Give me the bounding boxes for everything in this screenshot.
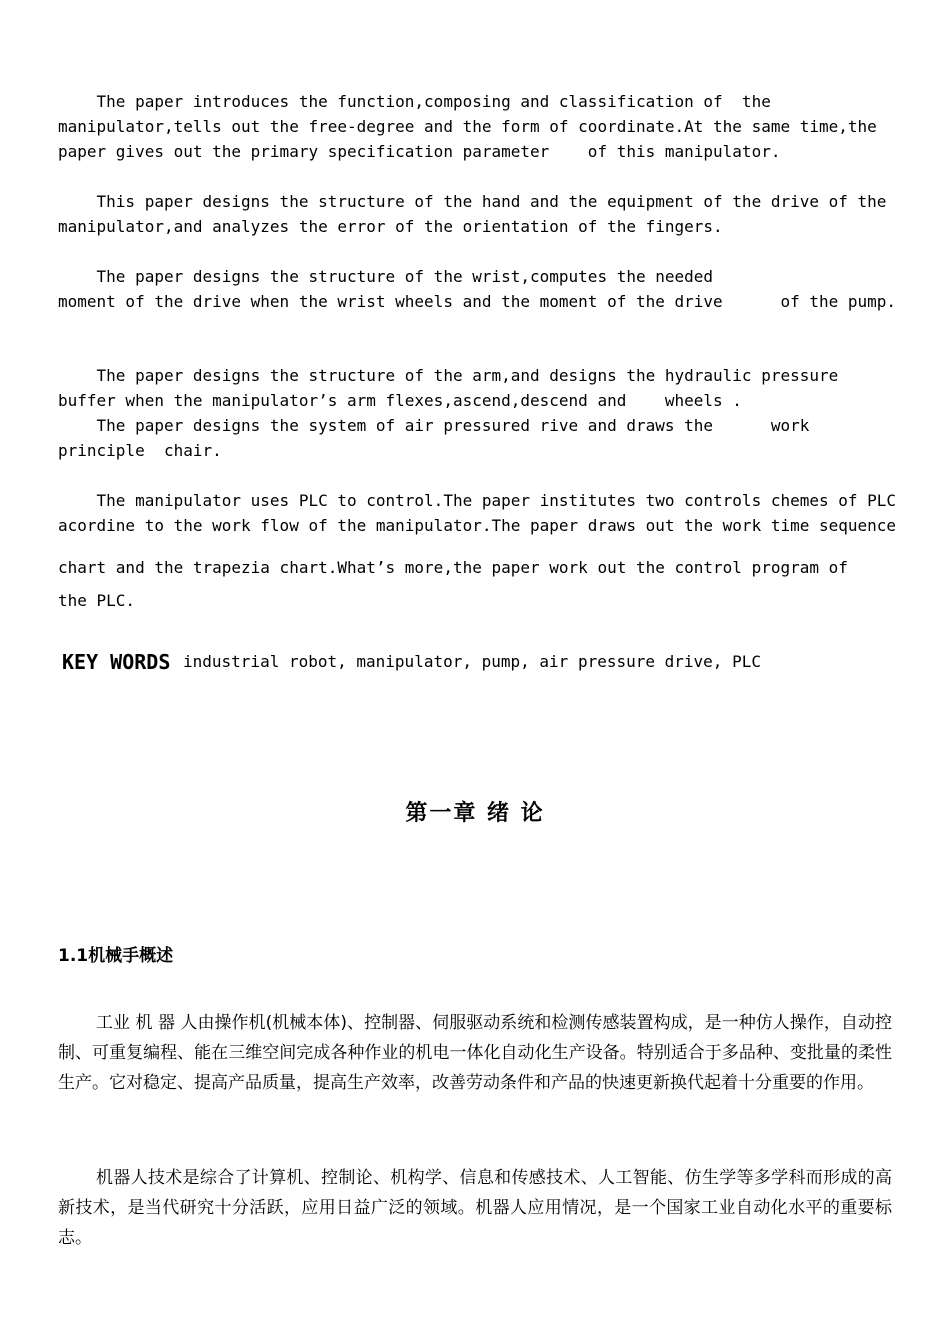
abstract-line: The paper designs the system of air pressured rive and draws the work (58, 416, 810, 435)
abstract-line: moment of the drive when the wrist wheels and the moment of the drive of the pump. (58, 292, 897, 311)
abstract-line: The manipulator uses PLC to control.The paper institutes two controls chemes of PLC (58, 491, 897, 510)
abstract-line: The paper designs the structure of the wrist,computes the needed (58, 267, 714, 286)
keywords-label: KEY WORDS (62, 650, 171, 674)
abstract-line: This paper designs the structure of the hand and the equipment of the drive of the (58, 192, 887, 211)
abstract-line: acordine to the work flow of the manipulator.The paper draws out the work time sequence (58, 516, 897, 535)
keywords-text: industrial robot, manipulator, pump, air pressure drive, PLC (183, 652, 761, 671)
body-paragraph-1: 工业 机 器 人由操作机(机械本体)、控制器、伺服驱动系统和检测传感装置构成，是一种仿人操作，自动控制、可重复编程、能在三维空间完成各种作业的机电一体化自动化生产设备。特别适合于多品种、变批量的柔性生产。它对稳定、提高产品质量，提高生产效率，改善劳动条件和产品的快速更新换代起着十分重要的作用。 (58, 1013, 892, 1093)
abstract-line: chart and the trapezia chart.What’s more,the paper work out the control program of (58, 558, 848, 577)
chapter-title: 第一章 绪 论 (405, 801, 545, 826)
abstract-line: principle chair. (58, 441, 222, 460)
abstract-line: manipulator,tells out the free-degree and the form of coordinate.At the same time,the (58, 117, 877, 136)
body-paragraph-2: 机器人技术是综合了计算机、控制论、机构学、信息和传感技术、人工智能、仿生学等多学科而形成的高新技术，是当代研究十分活跃，应用日益广泛的领域。机器人应用情况，是一个国家工业自动化水平的重要标志。 (58, 1168, 892, 1248)
abstract-line: the PLC. (58, 591, 136, 610)
abstract-line: buffer when the manipulator’s arm flexes,ascend,descend and wheels . (58, 391, 742, 410)
abstract-line: manipulator,and analyzes the error of the orientation of the fingers. (58, 217, 723, 236)
section-title: 1.1机械手概述 (58, 946, 174, 966)
abstract-line: paper gives out the primary specification parameter of this manipulator. (58, 142, 781, 161)
abstract-line: The paper introduces the function,composing and classification of the (58, 92, 771, 111)
abstract-line: The paper designs the structure of the arm,and designs the hydraulic pressure (58, 366, 839, 385)
